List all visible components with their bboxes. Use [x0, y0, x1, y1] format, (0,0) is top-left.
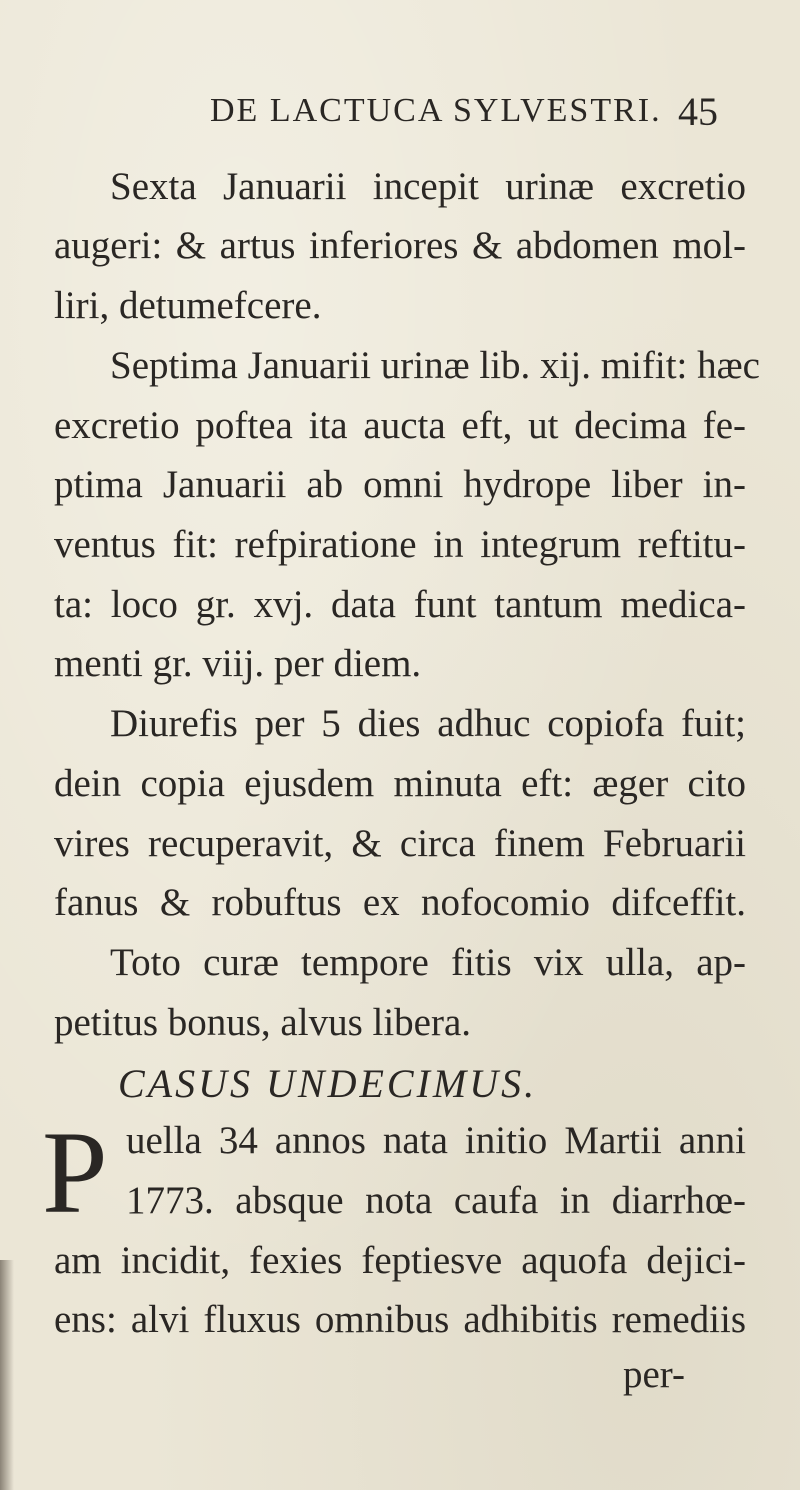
text-line: Septima Januarii urinæ lib. xij. mifit: hæc	[110, 344, 760, 387]
text-line: am incidit, fexies feptiesve aquofa dejici-	[54, 1239, 746, 1282]
text-line: fanus & robuftus ex nofocomio difceffit.	[54, 881, 746, 924]
drop-cap: P	[42, 1107, 108, 1238]
text-line: liri, detumefcere.	[54, 284, 322, 327]
text-line: menti gr. viij. per diem.	[54, 642, 422, 685]
text-line: ventus fit: refpiratione in integrum reftitu-	[54, 523, 746, 566]
text-line: 1773. absque nota caufa in diarrhœ-	[126, 1179, 746, 1222]
text-line: excretio poftea ita aucta eft, ut decima fe-	[54, 404, 746, 447]
text-line: ens: alvi fluxus omnibus adhibitis remediis	[54, 1298, 746, 1341]
text-line: petitus bonus, alvus libera.	[54, 1001, 472, 1044]
text-line: uella 34 annos nata initio Martii anni	[126, 1119, 746, 1162]
catchword: per-	[623, 1353, 686, 1396]
text-line: Diurefis per 5 dies adhuc copiofa fuit;	[110, 702, 746, 745]
text-line: dein copia ejusdem minuta eft: æger cito	[54, 762, 746, 805]
text-line: Toto curæ tempore fitis vix ulla, ap-	[110, 941, 746, 984]
page-edge-shadow	[0, 1260, 14, 1490]
text-line: ta: loco gr. xvj. data funt tantum medica-	[54, 583, 746, 626]
text-line: ptima Januarii ab omni hydrope liber in-	[54, 463, 746, 506]
text-line: augeri: & artus inferiores & abdomen mol-	[54, 224, 746, 267]
running-head-title: DE LACTUCA SYLVESTRI.	[210, 92, 662, 129]
section-heading: CASUS UNDECIMUS.	[118, 1061, 538, 1106]
text-line: Sexta Januarii incepit urinæ excretio	[110, 165, 746, 208]
page-number: 45	[678, 89, 718, 134]
text-line: vires recuperavit, & circa finem Februarii	[54, 822, 746, 865]
running-head	[210, 86, 730, 146]
